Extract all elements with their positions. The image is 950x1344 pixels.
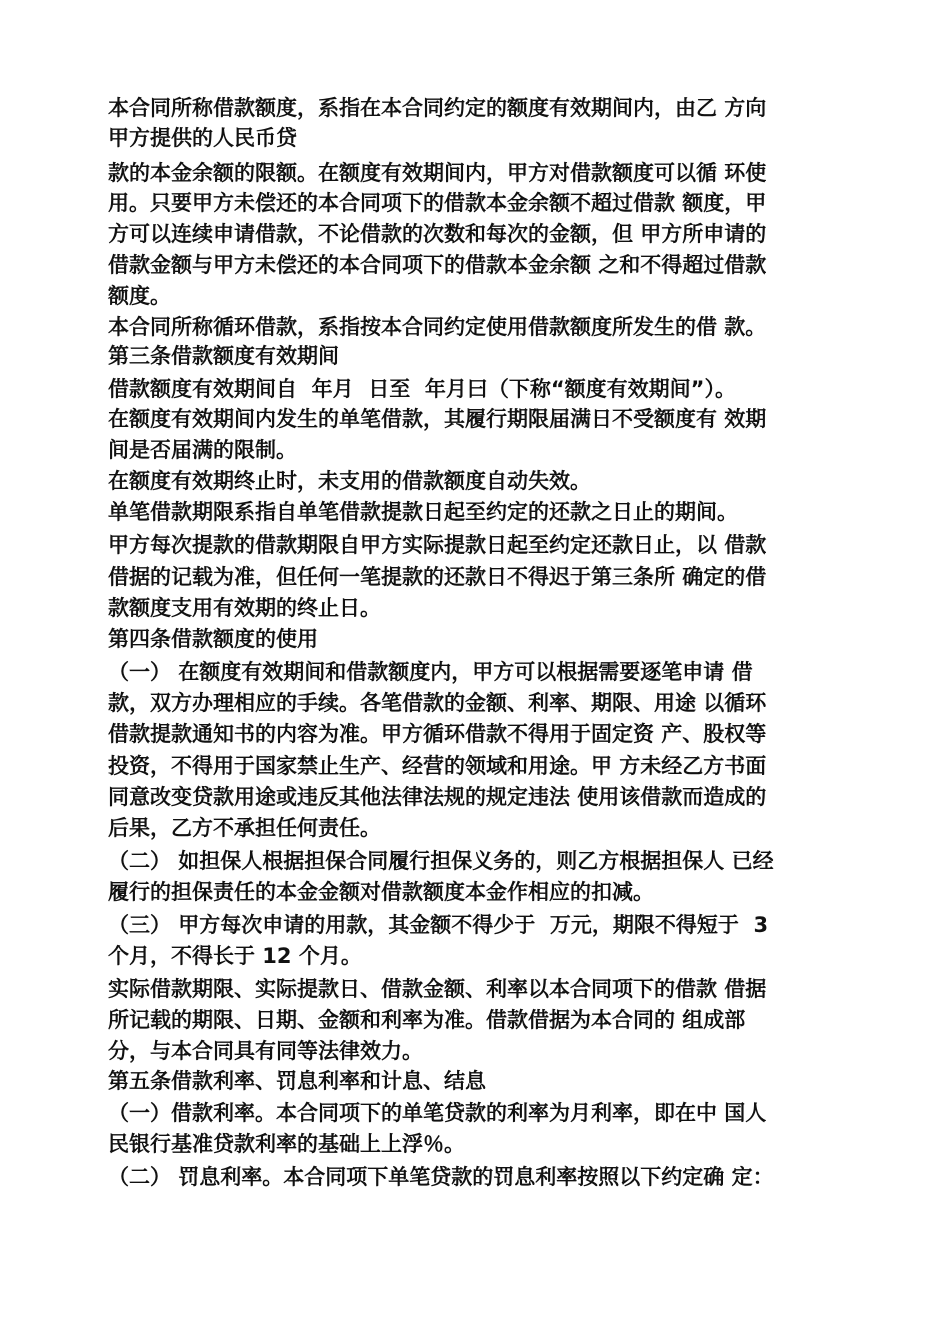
text-line: 在额度有效期间内发生的单笔借款，其履行期限届满日不受额度有 效期 [108,407,767,431]
text-line: （二） 罚息利率。本合同项下单笔贷款的罚息利率按照以下约定确 定： [108,1165,774,1189]
text-line: 款的本金余额的限额。在额度有效期间内，甲方对借款额度可以循 环使 [108,161,767,185]
text-line: 甲方提供的人民币贷 [108,126,297,150]
text-line: 本合同所称借款额度，系指在本合同约定的额度有效期间内，由乙 方向 [108,96,767,120]
text-line: 单笔借款期限系指自单笔借款提款日起至约定的还款之日止的期间。 [108,500,738,524]
text-line: 甲方每次提款的借款期限自甲方实际提款日起至约定还款日止，以 借款 [108,533,767,557]
section-heading: 第四条借款额度的使用 [108,627,318,651]
text-line: （二） 如担保人根据担保合同履行担保义务的，则乙方根据担保人 已经 [108,849,774,873]
text-line: 借据的记载为准，但任何一笔提款的还款日不得迟于第三条所 确定的借 [108,565,767,589]
text-line: 借款额度有效期间自 年月 日至 年月曰（下称“额度有效期间”）。 [108,377,736,401]
text-line: 在额度有效期终止时，未支用的借款额度自动失效。 [108,469,591,493]
text-line: 方可以连续申请借款，不论借款的次数和每次的金额，但 甲方所申请的 [108,222,767,246]
text-line: 民银行基准贷款利率的基础上上浮％。 [108,1132,465,1156]
text-line: 投资，不得用于国家禁止生产、经营的领域和用途。甲 方未经乙方书面 [108,754,767,778]
text-line: 间是否届满的限制。 [108,438,297,462]
text-line: 额度。 [108,284,171,308]
text-line: （一） 在额度有效期间和借款额度内，甲方可以根据需要逐笔申请 借 [108,660,753,684]
section-heading: 第三条借款额度有效期间 [108,344,339,368]
text-line: 用。只要甲方未偿还的本合同项下的借款本金余额不超过借款 额度，甲 [108,191,767,215]
text-line: 分，与本合同具有同等法律效力。 [108,1039,423,1063]
text-line: 实际借款期限、实际提款日、借款金额、利率以本合同项下的借款 借据 [108,977,767,1001]
text-line: 履行的担保责任的本金金额对借款额度本金作相应的扣减。 [108,880,654,904]
section-heading: 第五条借款利率、罚息利率和计息、结息 [108,1069,486,1093]
text-line: 借款金额与甲方未偿还的本合同项下的借款本金余额 之和不得超过借款 [108,253,767,277]
text-line: 同意改变贷款用途或违反其他法律法规的规定违法 使用该借款而造成的 [108,785,767,809]
text-line: 本合同所称循环借款，系指按本合同约定使用借款额度所发生的借 款。 [108,315,767,339]
text-line: 后果，乙方不承担任何责任。 [108,816,381,840]
text-line: 款额度支用有效期的终止日。 [108,596,381,620]
text-line: 所记载的期限、日期、金额和利率为准。借款借据为本合同的 组成部 [108,1008,746,1032]
text-line: （三） 甲方每次申请的用款，其金额不得少于 万元，期限不得短于 3 [108,913,769,937]
text-line: 款，双方办理相应的手续。各笔借款的金额、利率、期限、用途 以循环 [108,691,767,715]
text-line: 个月，不得长于 12 个月。 [108,944,362,968]
text-line: 借款提款通知书的内容为准。甲方循环借款不得用于固定资 产、股权等 [108,722,767,746]
text-line: （一）借款利率。本合同项下的单笔贷款的利率为月利率，即在中 国人 [108,1101,767,1125]
